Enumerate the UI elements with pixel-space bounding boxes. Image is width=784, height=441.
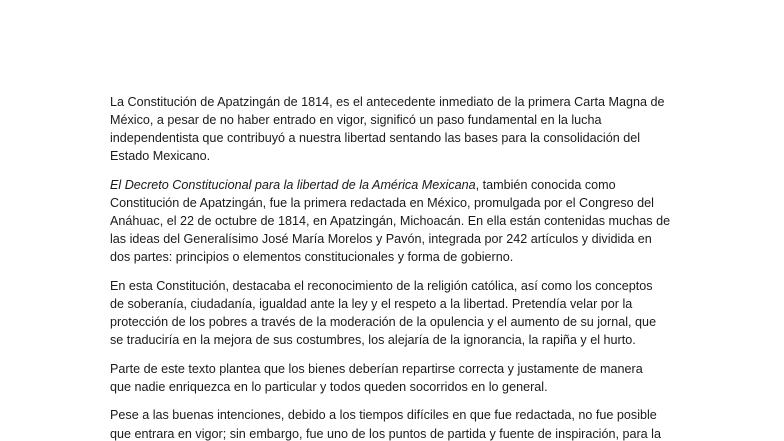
paragraph-line: Estado Mexicano. <box>110 149 211 164</box>
line-continuation: , también conocida como <box>475 177 616 192</box>
paragraph-2 <box>110 176 685 266</box>
paragraph-line: Pese a las buenas intenciones, debido a los tiempos difíciles en que fue redactada, no fue posible <box>110 408 657 423</box>
paragraph-1 <box>110 93 685 165</box>
paragraph-line: protección de los pobres a través de la moderación de la opulencia y el aumento de su jornal, que <box>110 315 657 330</box>
paragraph-line: La Constitución de Apatzingán de 1814, es el antecedente inmediato de la primera Carta Magna de <box>110 95 665 109</box>
paragraph-line: En esta Constitución, destacaba el reconocimiento de la religión católica, así como los conceptos <box>110 278 653 293</box>
paragraph-line: Parte de este texto plantea que los bienes deberían repartirse correcta y justamente de manera <box>110 361 643 376</box>
paragraph-4 <box>110 360 685 396</box>
paragraph-line: independentista que contribuyó a nuestra libertad sentando las bases para la consolidación del <box>110 131 641 146</box>
paragraph-line: las ideas del Generalísimo José María Morelos y Pavón, integrada por 242 artículos y dividida en <box>110 232 652 247</box>
document-body <box>110 93 685 441</box>
paragraph-line: que entrara en vigor; sin embargo, fue uno de los puntos de partida y fuente de inspiración, para la <box>110 426 661 441</box>
paragraph-5 <box>110 406 685 441</box>
paragraph-line: se traduciría en la mejora de sus costumbres, los alejaría de la ignorancia, la rapiña y el hurto. <box>110 333 636 348</box>
paragraph-line <box>110 176 685 194</box>
paragraph-line: dos partes: principios o elementos constitucionales y forma de gobierno. <box>110 250 514 265</box>
paragraph-line: Anáhuac, el 22 de octubre de 1814, en Apatzingán, Michoacán. En ella están contenidas muchas de <box>110 214 671 229</box>
paragraph-3 <box>110 277 685 349</box>
paragraph-line: de soberanía, ciudadanía, igualdad ante la ley y el respeto a la libertad. Pretendía velar por la <box>110 296 633 311</box>
decree-title: El Decreto Constitucional para la libertad de la América Mexicana <box>110 177 476 192</box>
paragraph-line: que nadie enriquezca en lo particular y todos queden socorridos en lo general. <box>110 379 548 394</box>
paragraph-line: México, a pesar de no haber entrado en vigor, significó un paso fundamental en la lucha <box>110 113 602 128</box>
paragraph-line: Constitución de Apatzingán, fue la primera redactada en México, promulgada por el Congreso del <box>110 195 654 210</box>
